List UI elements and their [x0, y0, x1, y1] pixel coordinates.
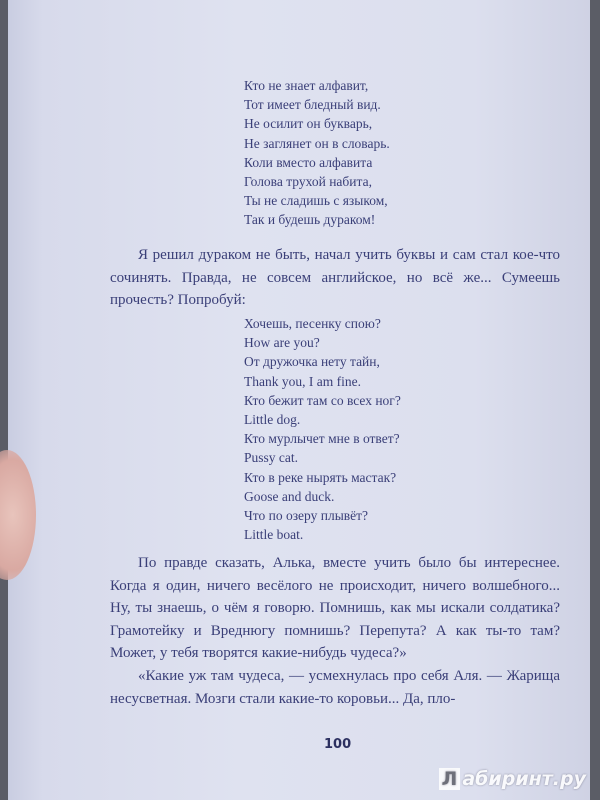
- page-number: 100: [324, 737, 352, 752]
- paragraph-text: По правде сказать, Алька, вместе учить было бы интереснее. Когда я один, ничего весёлого не происходит, ничего волшебного... Ну, ты знаешь, о чём я говорю. Помнишь, как мы искали солдатика? Грамотейку и Вреднюгу помнишь? Перепута? А как ты-то там? Может, у тебя творятся какие-нибудь чудеса?»: [110, 555, 560, 662]
- poem-bilingual: [244, 314, 401, 544]
- book-page: [8, 0, 590, 800]
- watermark-logo: [439, 768, 586, 790]
- poem-line: От дружочка нету тайн,: [244, 354, 380, 370]
- paragraphs-letter: [110, 552, 560, 710]
- poem-line: Хочешь, песенку спою?: [244, 316, 381, 331]
- poem-line: Little boat.: [244, 527, 304, 543]
- poem-line: Кто бежит там со всех ног?: [244, 392, 401, 408]
- poem-line: Кто мурлычет мне в ответ?: [244, 431, 400, 447]
- poem-line: Thank you, I am fine.: [244, 373, 361, 389]
- paragraph-text: «Какие уж там чудеса, — усмехнулась про себя Аля. — Жарища несусветная. Мозги стали какие-то коровьи... Да, пло-: [110, 667, 560, 707]
- finger-shadow: [0, 450, 36, 580]
- poem-line: Кто не знает алфавит,: [244, 78, 369, 93]
- poem-alphabet: [244, 76, 390, 230]
- poem-line: Не осилит он букварь,: [244, 116, 373, 132]
- poem-line: Ты не сладишь с языком,: [244, 193, 388, 209]
- poem-line: Кто в реке нырять мастак?: [244, 469, 397, 485]
- poem-line: Little dog.: [244, 412, 301, 428]
- poem-line: Goose and duck.: [244, 488, 335, 504]
- watermark-text: абиринт.ру: [462, 768, 586, 790]
- poem-line: Голова трухой набита,: [244, 174, 372, 190]
- poem-line: Тот имеет бледный вид.: [244, 97, 381, 113]
- poem-line: Pussy cat.: [244, 450, 298, 466]
- watermark-box: Л: [439, 768, 461, 790]
- poem-line: Не заглянет он в словарь.: [244, 135, 390, 151]
- paragraph-intro: [110, 244, 560, 312]
- poem-line: Что по озеру плывёт?: [244, 508, 369, 524]
- paragraph-text: Я решил дураком не быть, начал учить буквы и сам стал кое-что сочинять. Правда, не совсем английское, но всё же... Сумеешь прочесть? Попробуй:: [110, 247, 560, 309]
- poem-line: Так и будешь дураком!: [244, 212, 376, 228]
- poem-line: Коли вместо алфавита: [244, 154, 373, 170]
- poem-line: How are you?: [244, 335, 320, 351]
